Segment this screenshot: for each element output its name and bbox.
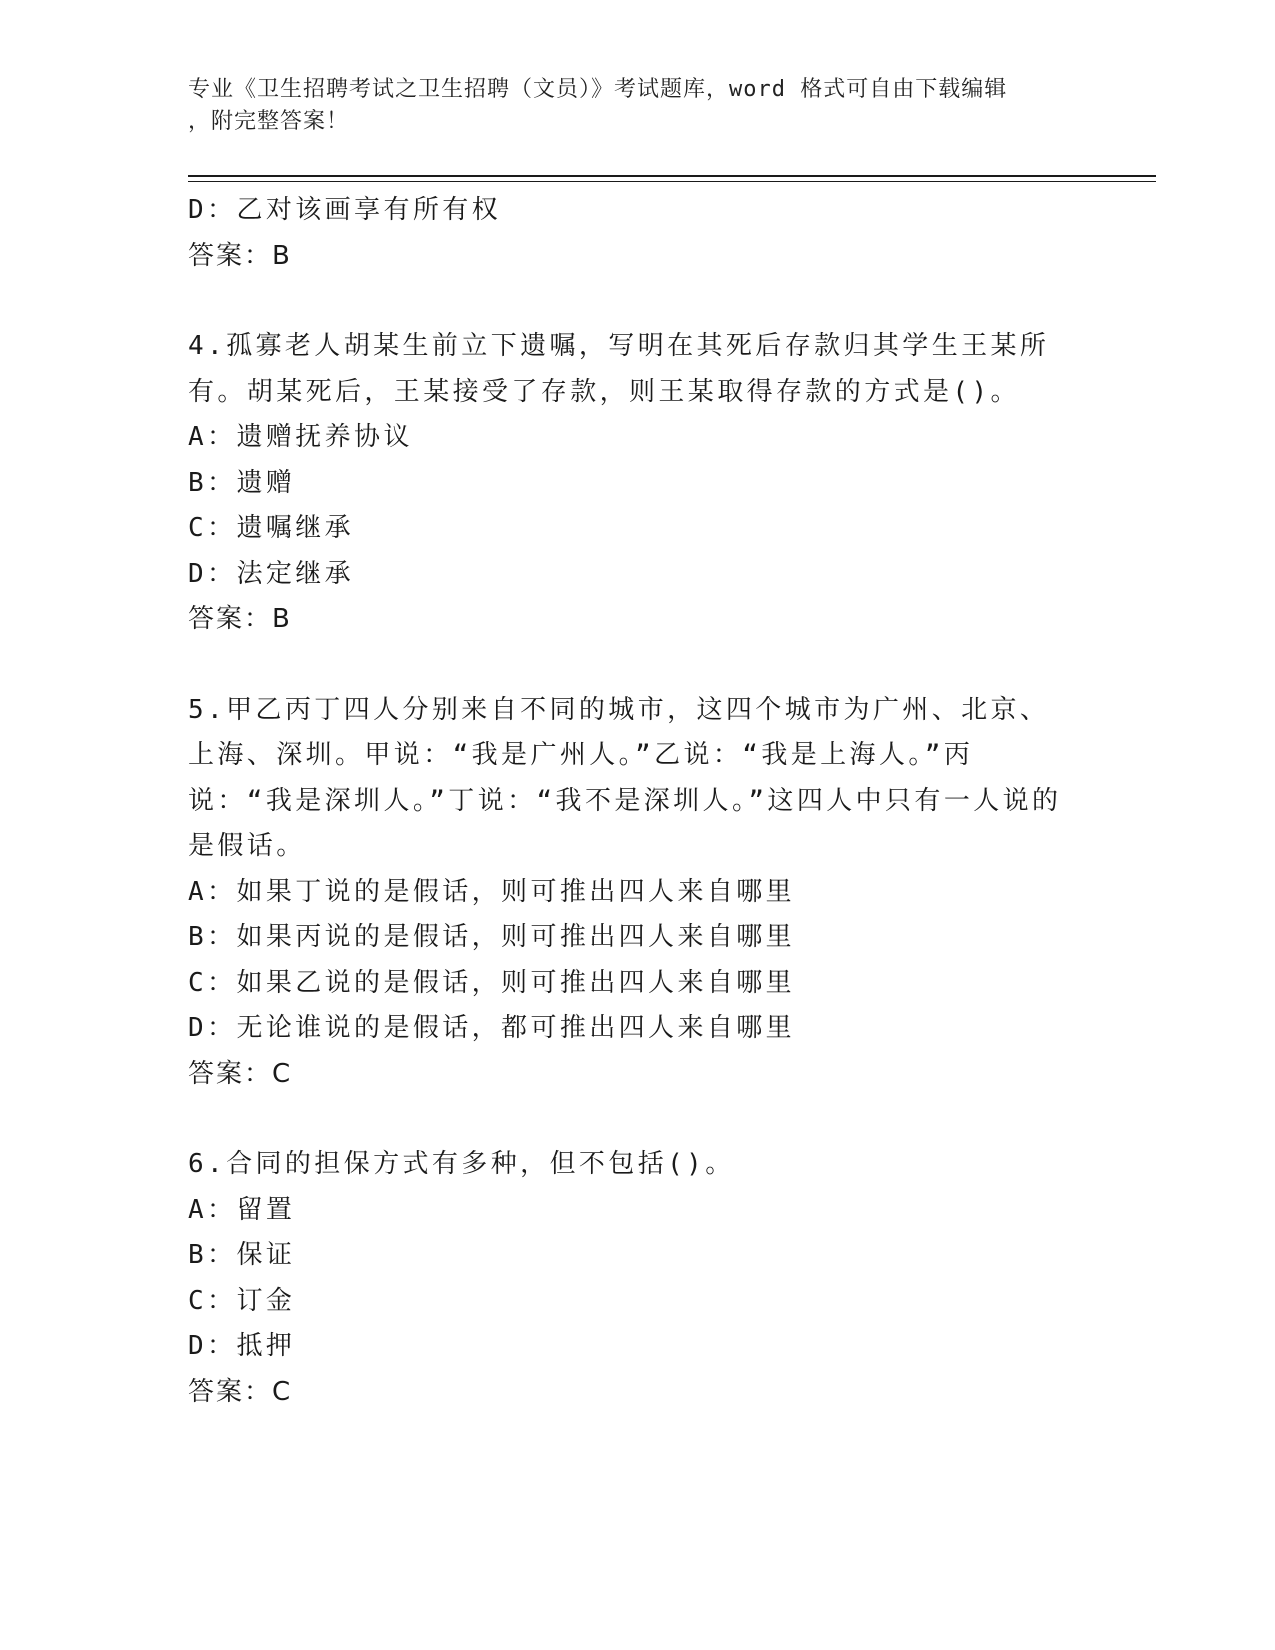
- option-d: D：抵押: [188, 1331, 296, 1361]
- option-a: A：如果丁说的是假话，则可推出四人来自哪里: [188, 876, 796, 907]
- question-stem: 5.甲乙丙丁四人分别来自不同的城市，这四个城市为广州、北京、上海、深圳。甲说：“我是广州人。”乙说：“我是上海人。”丙说：“我是深圳人。”丁说：“我不是深圳人。”这四人中只有一人说的是假话。: [188, 694, 1062, 861]
- spacer: [188, 279, 1088, 324]
- fragment-answer: 答案：B: [188, 240, 292, 271]
- page-header: [188, 74, 1088, 138]
- question-4: [188, 324, 1088, 643]
- header-title-line2: ，附完整答案！: [188, 109, 350, 134]
- question-stem: 6.合同的担保方式有多种，但不包括()。: [188, 1149, 735, 1179]
- spacer: [188, 1097, 1088, 1142]
- header-divider-thick: [188, 175, 1156, 177]
- option-a: A：留置: [188, 1194, 296, 1225]
- question-5: [188, 688, 1088, 1098]
- option-a: A：遗赠抚养协议: [188, 422, 413, 452]
- question-stem: 4.孤寡老人胡某生前立下遗嘱，写明在其死后存款归其学生王某所有。胡某死后，王某接受了存款，则王某取得存款的方式是()。: [188, 331, 1050, 407]
- header-title-line1: 专业《卫生招聘考试之卫生招聘（文员）》考试题库，word 格式可自由下载编辑: [188, 77, 1008, 102]
- option-b: B：保证: [188, 1240, 296, 1270]
- option-c: C：订金: [188, 1285, 296, 1316]
- spacer: [188, 643, 1088, 688]
- answer-line: 答案：C: [188, 1376, 293, 1407]
- option-b: B：遗赠: [188, 467, 296, 498]
- option-c: C：如果乙说的是假话，则可推出四人来自哪里: [188, 967, 796, 998]
- option-d: D：法定继承: [188, 558, 355, 589]
- answer-line: 答案：B: [188, 604, 292, 634]
- fragment-option-d: D：乙对该画享有所有权: [188, 195, 502, 225]
- option-b: B：如果丙说的是假话，则可推出四人来自哪里: [188, 922, 796, 952]
- header-divider-thin: [188, 181, 1156, 182]
- answer-line: 答案：C: [188, 1058, 293, 1089]
- document-body: [188, 188, 1088, 1415]
- option-c: C：遗嘱继承: [188, 513, 355, 543]
- question-6: [188, 1142, 1088, 1415]
- option-d: D：无论谁说的是假话，都可推出四人来自哪里: [188, 1013, 796, 1043]
